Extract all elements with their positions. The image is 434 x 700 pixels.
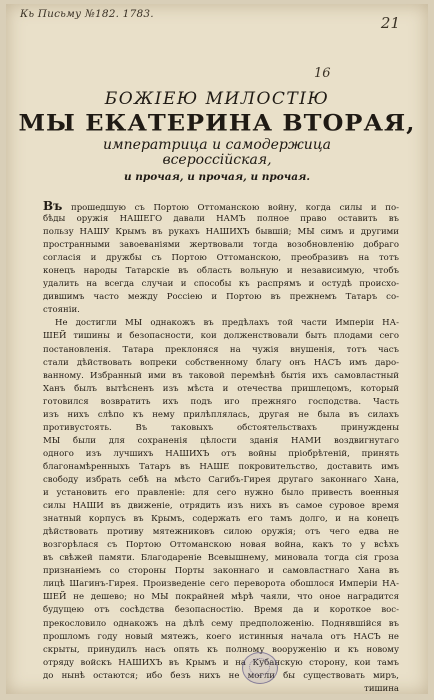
body-line: ШЕЙ не дешево; но МЫ покрайней мѣрѣ чаяли, что оное наградится bbox=[43, 592, 399, 603]
body-line: стояніи. bbox=[43, 305, 80, 316]
body-line: до нынѣ остаются; ибо безъ нихъ не могли бы существовать миръ, bbox=[43, 670, 399, 681]
body-line: дѣйствовать противу мятежниковъ силою оружія; отъ чего едва не bbox=[43, 527, 399, 538]
body-line: пространными завоеваніями жертвовали тогда возобновленію добраго bbox=[43, 240, 399, 251]
document-page bbox=[6, 4, 428, 694]
title-line-4: всероссійская, bbox=[162, 152, 272, 168]
title-line-3: императрица и самодержица bbox=[103, 137, 331, 153]
title-line-5: и прочая, и прочая, и прочая. bbox=[123, 171, 311, 183]
body-line: знатный корпусъ въ Крымъ, содержать его тамъ долго, и на конецъ bbox=[43, 514, 399, 525]
body-line: признаніемъ со стороны Порты законнаго и самовластнаго Хана въ bbox=[43, 566, 399, 577]
body-line: дившимъ часто между Россіею и Портою въ прежнемъ Татаръ со- bbox=[43, 292, 399, 303]
page-number: 21 bbox=[380, 14, 400, 32]
body-line: пользу НАШУ Крымъ въ рукахъ НАШИХЪ бывшій; МЫ симъ и другими bbox=[43, 227, 399, 238]
body-line: Ханъ былъ вытѣсненъ изъ мѣста и отечества пришлецомъ, который bbox=[43, 383, 399, 394]
body-line: конецъ народы Татарскіе въ область вольную и независимую, чтобъ bbox=[43, 266, 399, 277]
body-line: прекословило однакожъ на дѣлѣ сему предположенію. Поднявшійся въ bbox=[43, 618, 399, 629]
body-line-text: прошедшую съ Портою Оттоманскою войну, когда силы и по- bbox=[62, 203, 399, 213]
title-mark: 16 bbox=[314, 66, 331, 81]
body-line: удалить на всегда случаи и способы къ распрямъ и остудѣ происхо- bbox=[43, 279, 399, 290]
body-line: силы НАШИ въ движеніе, отрядить изъ нихъ въ самое суровое время bbox=[43, 501, 399, 512]
body-line: одного изъ лучшихъ НАШИХЪ отъ войны пріобрѣтеній, принять bbox=[43, 448, 399, 459]
title-line-1: БОЖІЕЮ МИЛОСТІЮ bbox=[104, 89, 330, 109]
title-line-2: МЫ ЕКАТЕРИНА ВТОРАЯ, bbox=[18, 109, 416, 136]
body-line bbox=[43, 200, 399, 213]
body-line: стали дѣйствовать вопреки собственному благу онъ НАСЪ имъ даро- bbox=[43, 357, 399, 368]
body-line: готовился возвратить ихъ подъ иго прежняго господства. Часть bbox=[43, 396, 399, 407]
body-line: МЫ были для сохраненія цѣлости зданія НАМИ воздвигнутаго bbox=[43, 435, 399, 446]
body-line: благонамѣренныхъ Татаръ въ НАШЕ покровительство, доставить имъ bbox=[43, 461, 399, 472]
body-line: ванному. Избранный ими въ таковой перемѣнѣ бытія ихъ самовластный bbox=[43, 370, 399, 381]
body-line: тишина bbox=[364, 683, 399, 694]
body-line: бѣды оружія НАШЕГО давали НАМЪ полное право оставить въ bbox=[43, 214, 399, 225]
body-line: изъ нихъ слѣпо къ нему прилѣплялась, другая не была въ силахъ bbox=[43, 409, 399, 420]
body-line: противустоять. Въ таковыхъ обстоятельствахъ принуждены bbox=[43, 422, 399, 433]
body-line: будущею отъ сосѣдства безопасностію. Время да и короткое вос- bbox=[43, 605, 399, 616]
body-line: постановленія. Татара преклоняся на чужія внушенія, тотъ часъ bbox=[43, 344, 399, 355]
archive-note: Кь Письму №182. 1783. bbox=[20, 8, 154, 20]
body-line: скрыты, принудилъ насъ опять къ полному вооруженію и къ новому bbox=[43, 644, 399, 655]
library-stamp bbox=[242, 652, 278, 684]
body-line: и установить его правленіе: для сего нужно было привесть военныя bbox=[43, 488, 399, 499]
manifesto-body bbox=[43, 200, 399, 694]
body-line: Не достигли МЫ однакожъ въ предѣлахъ той части Имперіи НА- bbox=[55, 318, 399, 329]
body-line: прошломъ году новый мятежъ, коего истинныя начала отъ НАСЪ не bbox=[43, 631, 399, 642]
drop-initial: Въ bbox=[43, 200, 63, 213]
body-line: ШЕЙ тишины и безопасности, кои долженствовали быть плодами сего bbox=[43, 331, 399, 342]
body-line: возгорѣлася съ Портою Оттоманскою новая война, какъ то у всѣхъ bbox=[43, 540, 399, 551]
body-line: отряду войскъ НАШИХЪ въ Крымъ и на Кубанскую сторону, кои тамъ bbox=[43, 657, 399, 668]
body-line: свободу избрать себѣ на мѣсто Сагибъ-Гирея другаго законнаго Хана, bbox=[43, 474, 399, 485]
body-line: лицѣ Шагинъ-Гирея. Произведеніе сего переворота обошлося Имперіи НА- bbox=[43, 579, 399, 590]
body-line: въ свѣжей памяти. Благодареніе Всевышнему, миновала тогда сія гроза bbox=[43, 553, 399, 564]
body-line: согласія и дружбы съ Портою Оттоманскою, преобразивъ на тотъ bbox=[43, 253, 399, 264]
